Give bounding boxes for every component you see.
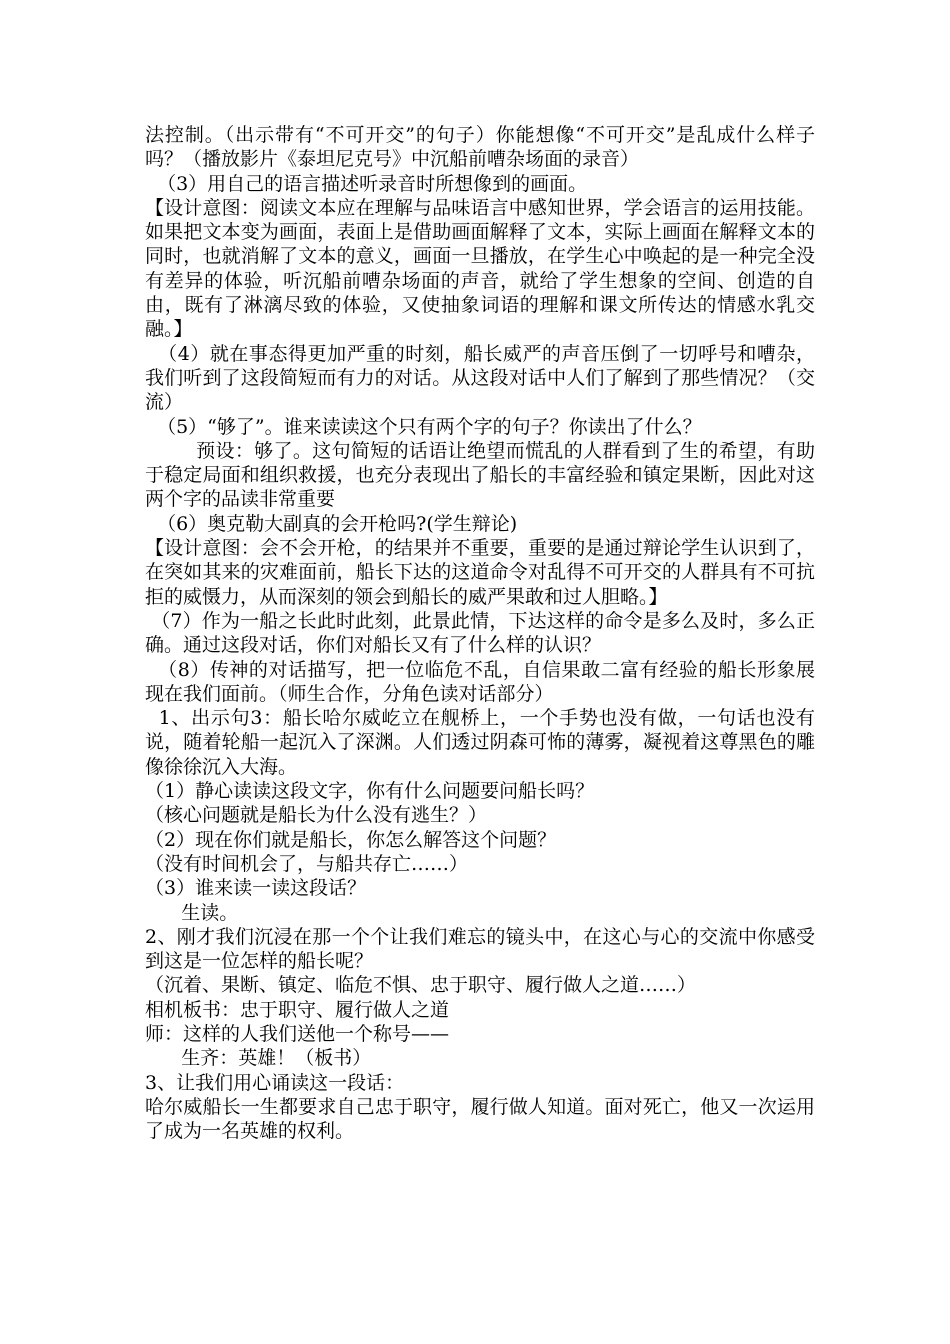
paragraph-answer-2: （没有时间机会了，与船共存亡……）: [145, 852, 469, 875]
paragraph-section-3: 3、让我们用心诵读这一段话：: [145, 1071, 405, 1094]
paragraph-question-1: （1）静心读读这段文字，你有什么问题要问船长吗？: [145, 780, 595, 803]
paragraph-question-3: （3）谁来读一读这段话？: [145, 877, 367, 900]
paragraph-step-4: （4）就在事态得更加严重的时刻，船长威严的声音压倒了一切呼号和嘈杂，我们听到了这段简短而有力的对话。从这段对话中人们了解到了那些情况？（交流）: [145, 342, 815, 414]
paragraph-step-5: （5）“够了”。谁来读读这个只有两个字的句子？你读出了什么？: [145, 415, 702, 438]
paragraph-step-7: （7）作为一船之长此时此刻，此景此情，下达这样的命令是多么及时，多么正确。通过这段对话，你们对船长又有了什么样的认识？: [145, 609, 816, 657]
paragraph-continuation: 法控制。（出示带有“不可开交”的句子）你能想像“不可开交”是乱成什么样子吗？（播放影片《泰坦尼克号》中沉船前嘈杂场面的录音）: [145, 124, 815, 171]
paragraph-sentence-3: 1、出示句3：船长哈尔威屹立在舰桥上，一个手势也没有做，一句话也没有说，随着轮船一起沉入了深渊。人们透过阴森可怖的薄雾，凝视着这尊黑色的雕像徐徐沉入大海。: [145, 707, 815, 778]
design-intent-note-2: 【设计意图：会不会开枪，的结果并不重要，重要的是通过辩论学生认识到了，在突如其来的灾难面前，船长下达的这道命令对乱得不可开交的人群具有不可抗拒的威慑力，从而深刻的领会到船长的威严果敢和过人胆略。】: [145, 537, 815, 608]
document-body: [145, 123, 815, 1143]
design-intent-note-1: 【设计意图：阅读文本应在理解与品味语言中感知世界，学会语言的运用技能。如果把文本变为画面，表面上是借助画面解释了文本，实际上画面在解释文本的同时，也就消解了文本的意义，画面一旦播放，在学生心中唤起的是一种完全没有差异的体验，听沉船前嘈杂场面的声音，就给了学生想象的空间、创造的自由，既有了淋漓尽致的体验，又使抽象词语的理解和课文所传达的情感水乳交融。】: [145, 196, 815, 341]
paragraph-core-question: （核心问题就是船长为什么没有逃生？）: [145, 804, 488, 827]
paragraph-section-2: 2、刚才我们沉浸在那一个个让我们难忘的镜头中，在这心与心的交流中你感受到这是一位怎样的船长呢？: [145, 925, 815, 973]
paragraph-step-6: （6）奥克勒大副真的会开枪吗?(学生辩论): [145, 512, 518, 535]
paragraph-preset-answer: 预设：够了。这句简短的话语让绝望而慌乱的人群看到了生的希望，有助于稳定局面和组织救援，也充分表现出了船长的丰富经验和镇定果断，因此对这两个字的品读非常重要: [145, 439, 815, 511]
paragraph-student-reads: 生读。: [145, 901, 239, 924]
paragraph-question-2: （2）现在你们就是船长，你怎么解答这个问题？: [145, 828, 557, 851]
paragraph-traits: （沉着、果断、镇定、临危不惧、忠于职守、履行做人之道……）: [145, 974, 697, 997]
paragraph-step-3: （3）用自己的语言描述听录音时所想像到的画面。: [145, 172, 588, 195]
paragraph-teacher-line: 师：这样的人我们送他一个称号——: [145, 1022, 450, 1045]
paragraph-board-writing: 相机板书：忠于职守、履行做人之道: [145, 998, 450, 1021]
paragraph-step-8: （8）传神的对话描写，把一位临危不乱，自信果敢二富有经验的船长形象展现在我们面前。（师生合作，分角色读对话部分）: [145, 658, 815, 705]
paragraph-students-reply: 生齐：英雄！（板书）: [145, 1047, 372, 1070]
paragraph-closing: 哈尔威船长一生都要求自己忠于职守，履行做人知道。面对死亡，他又一次运用了成为一名英雄的权利。: [145, 1095, 815, 1143]
